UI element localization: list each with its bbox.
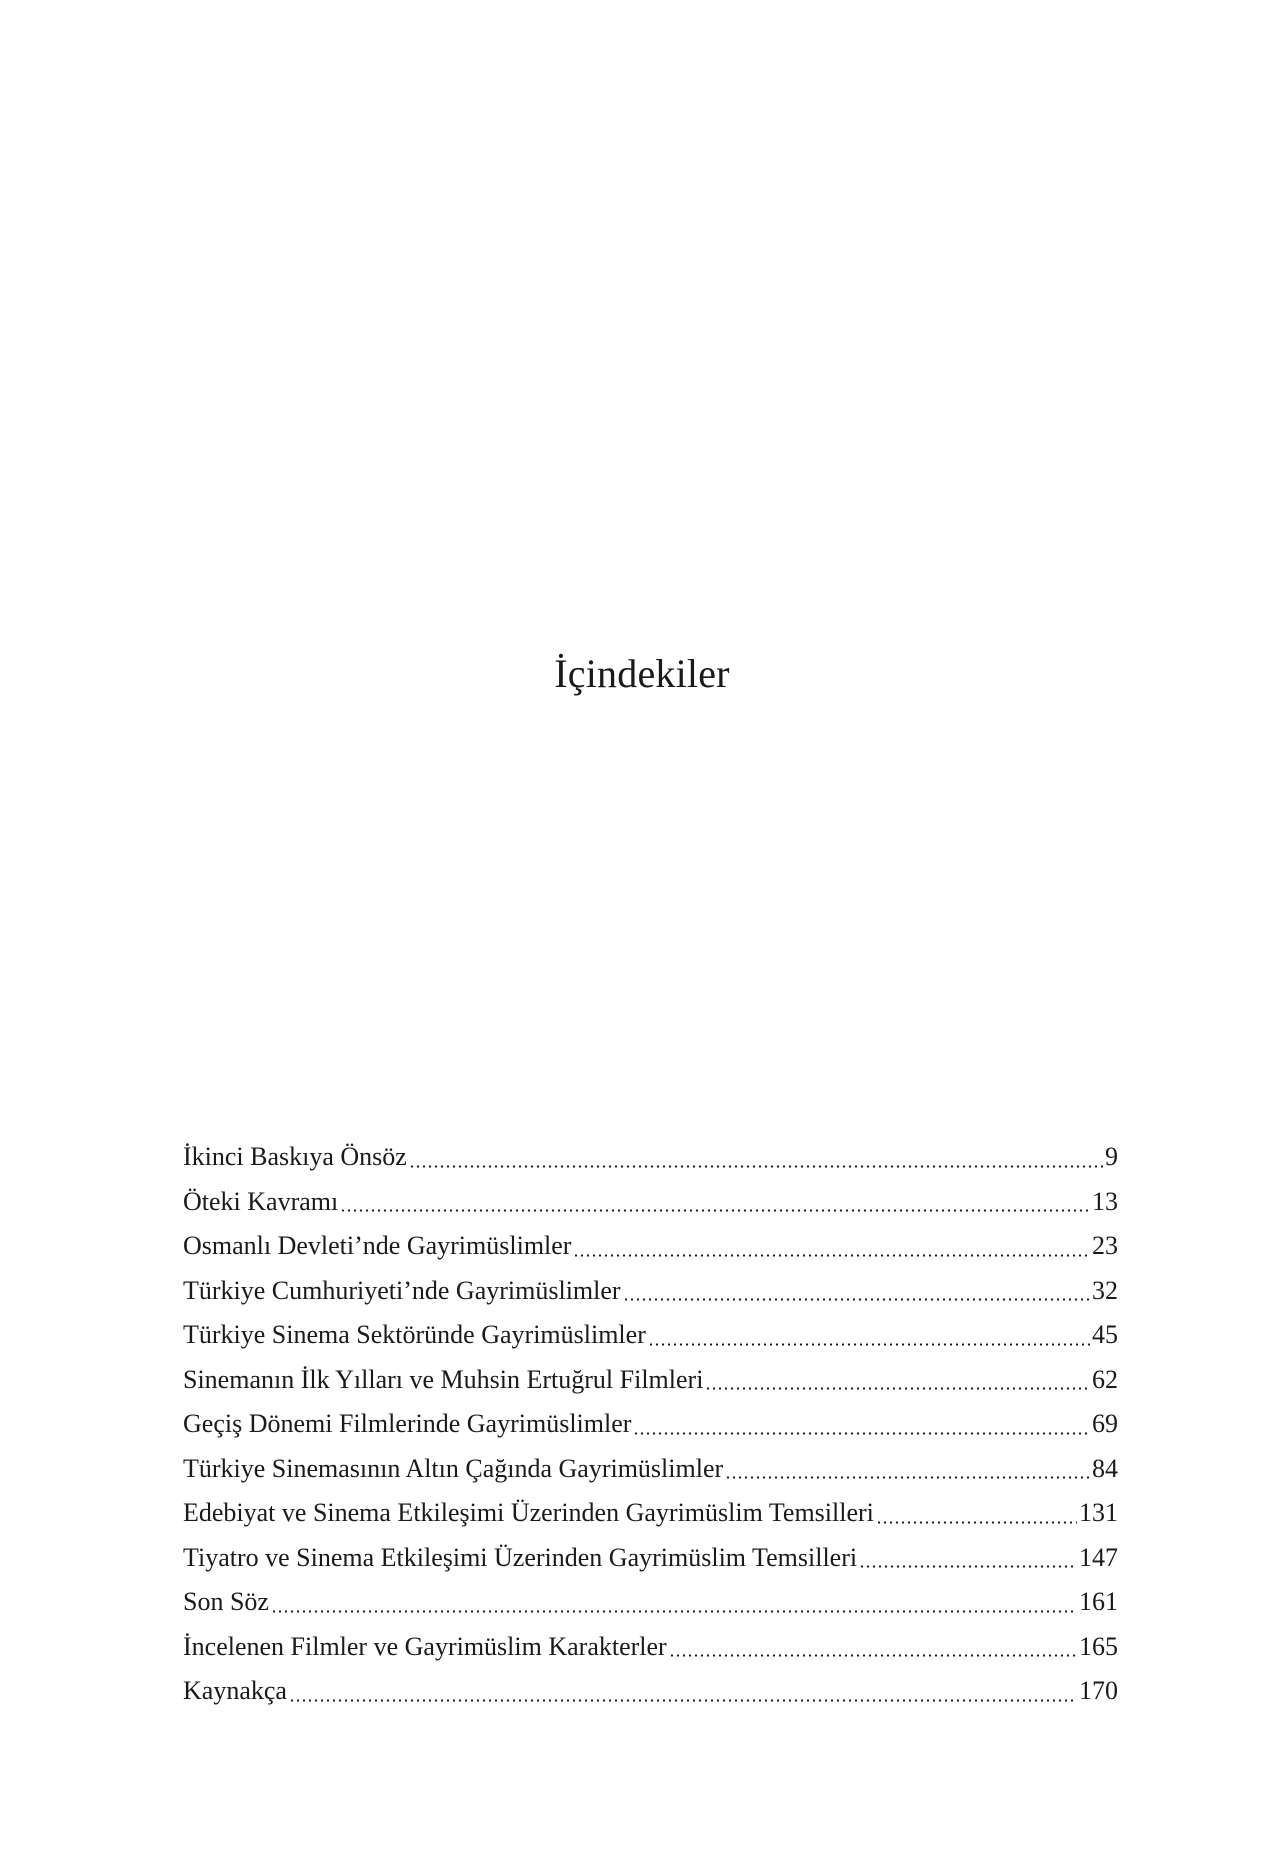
table-of-contents (183, 1135, 1118, 1714)
toc-entry-page: 9 (1105, 1142, 1118, 1171)
toc-dot-leader (705, 1387, 1090, 1390)
toc-entry-page: 32 (1092, 1275, 1118, 1305)
toc-entry (183, 1358, 1118, 1403)
toc-dot-leader (340, 1209, 1090, 1212)
toc-dot-leader (859, 1565, 1077, 1568)
toc-entry-label: Osmanlı Devleti’nde Gayrimüslimler (183, 1231, 572, 1260)
toc-entry-label: Tiyatro ve Sinema Etkileşimi Üzerinden Gayrimüslim Temsilleri (183, 1542, 858, 1572)
toc-entry-page: 170 (1079, 1676, 1118, 1705)
toc-entry-label: Öteki Kavramı (183, 1186, 339, 1216)
toc-entry (183, 1669, 1118, 1714)
toc-dot-leader (876, 1521, 1077, 1524)
toc-entry (183, 1224, 1118, 1269)
toc-entry (183, 1135, 1118, 1180)
toc-dot-leader (623, 1298, 1090, 1301)
toc-entry-label: Türkiye Sinema Sektöründe Gayrimüslimler (183, 1320, 646, 1349)
toc-dot-leader (573, 1254, 1090, 1257)
toc-dot-leader (409, 1165, 1103, 1168)
toc-entry-page: 147 (1079, 1542, 1118, 1572)
toc-dot-leader (725, 1476, 1090, 1479)
toc-entry-page: 69 (1092, 1409, 1118, 1438)
toc-entry-page: 45 (1092, 1320, 1118, 1349)
toc-entry-label: Son Söz (183, 1587, 269, 1616)
toc-dot-leader (289, 1699, 1077, 1702)
toc-dot-leader (271, 1610, 1077, 1613)
toc-entry-page: 62 (1092, 1364, 1118, 1394)
toc-entry-page: 131 (1079, 1498, 1118, 1527)
toc-entry (183, 1580, 1118, 1625)
toc-entry-page: 84 (1092, 1453, 1118, 1483)
toc-dot-leader (648, 1343, 1090, 1346)
toc-entry-label: Türkiye Sinemasının Altın Çağında Gayrimüslimler (183, 1453, 724, 1483)
toc-entry (183, 1269, 1118, 1314)
page-title: İçindekiler (554, 651, 730, 696)
toc-entry-label: İncelenen Filmler ve Gayrimüslim Karakterler (183, 1631, 667, 1661)
toc-entry (183, 1536, 1118, 1581)
toc-entry (183, 1313, 1118, 1358)
toc-entry (183, 1491, 1118, 1536)
toc-entry-page: 13 (1092, 1186, 1118, 1216)
toc-entry-label: Edebiyat ve Sinema Etkileşimi Üzerinden Gayrimüslim Temsilleri (183, 1498, 874, 1527)
toc-entry (183, 1180, 1118, 1225)
toc-entry-page: 165 (1079, 1631, 1118, 1661)
toc-dot-leader (669, 1654, 1077, 1657)
toc-entry-label: Kaynakça (183, 1676, 287, 1705)
toc-entry-page: 23 (1092, 1231, 1118, 1260)
toc-entry (183, 1625, 1118, 1670)
toc-entry-label: Türkiye Cumhuriyeti’nde Gayrimüslimler (183, 1275, 621, 1305)
toc-dot-leader (633, 1432, 1090, 1435)
toc-entry-page: 161 (1079, 1587, 1118, 1616)
toc-entry (183, 1402, 1118, 1447)
toc-entry-label: Sinemanın İlk Yılları ve Muhsin Ertuğrul Filmleri (183, 1364, 704, 1394)
toc-entry-label: İkinci Baskıya Önsöz (183, 1142, 407, 1171)
toc-entry (183, 1447, 1118, 1492)
toc-entry-label: Geçiş Dönemi Filmlerinde Gayrimüslimler (183, 1409, 632, 1438)
